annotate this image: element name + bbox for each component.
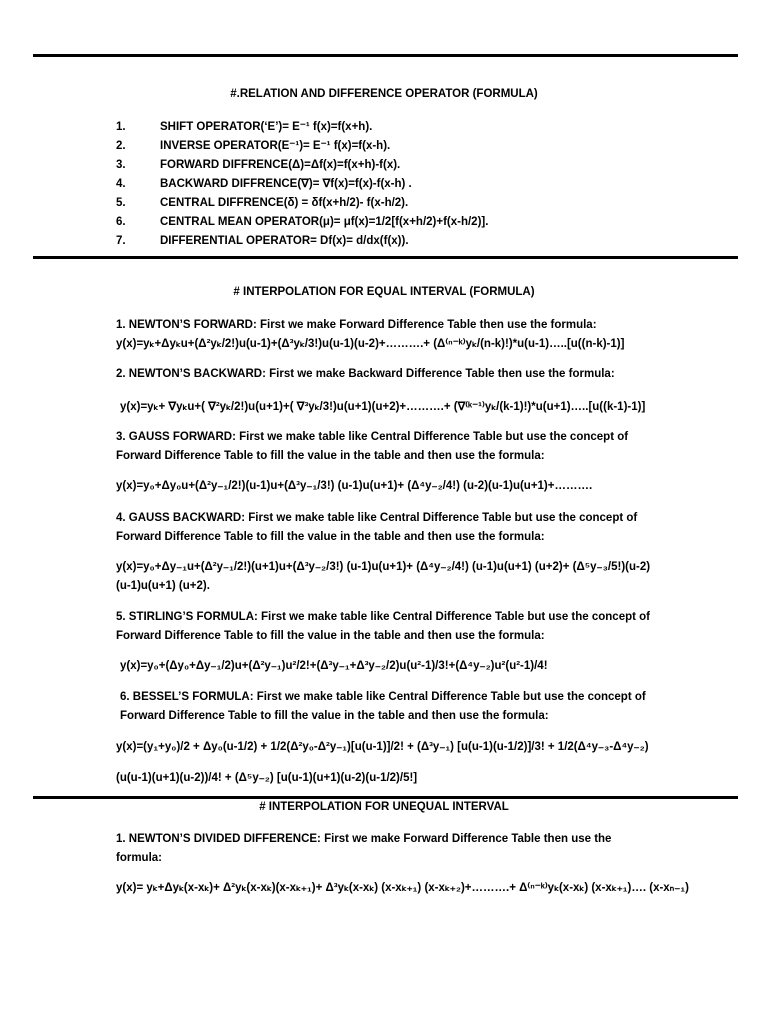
bessel-formula-line-1: y(x)=(y₁+y₀)/2 + Δy₀(u-1/2) + 1/2(Δ²y₀-Δ²y₋₁)[u(u-1)]/2! + (Δ³y₋₁) [u(u-1)(u-1/2)]/3! + 1/2(Δ⁴y₋₃-Δ⁴y₋₂) <box>116 741 649 753</box>
operator-item <box>116 175 488 194</box>
operator-item <box>116 232 488 251</box>
item-text: BACKWARD DIFFRENCE(∇)= ∇f(x)=f(x)-f(x-h) . <box>160 178 412 190</box>
item-number: 4. <box>116 178 126 190</box>
gauss-forward-formula: y(x)=y₀+Δy₀u+(Δ²y₋₁/2!)(u-1)u+(Δ³y₋₁/3!) (u-1)u(u+1)+ (Δ⁴y₋₂/4!) (u-2)(u-1)u(u+1)+………. <box>116 480 593 492</box>
operator-item <box>116 156 488 175</box>
item-text: INVERSE OPERATOR(E⁻¹)= E⁻¹ f(x)=f(x-h). <box>160 140 391 152</box>
gauss-backward-formula-line-1: y(x)=y₀+Δy₋₁u+(Δ²y₋₁/2!)(u+1)u+(Δ³y₋₂/3!) (u-1)u(u+1)+ (Δ⁴y₋₂/4!) (u-1)u(u+1) (u+2)+ (Δ⁵y₋₃/5!)(u-2) <box>116 561 651 573</box>
item-number: 6. <box>116 216 126 228</box>
newton-forward-formula: y(x)=yₖ+Δyₖu+(Δ²yₖ/2!)u(u-1)+(Δ³yₖ/3!)u(u-1)(u-2)+……….+ (Δ⁽ⁿ⁻ᵏ⁾yₖ/(n-k)!)*u(u-1)…..[u((n-k)-1)] <box>116 338 625 350</box>
section3-heading: # INTERPOLATION FOR UNEQUAL INTERVAL <box>259 801 509 813</box>
item-number: 5. <box>116 197 126 209</box>
item-number: 2. <box>116 140 126 152</box>
newton-backward-description: 2. NEWTON’S BACKWARD: First we make Backward Difference Table then use the formula: <box>116 368 615 380</box>
item-number: 3. <box>116 159 126 171</box>
bessel-description: 6. BESSEL’S FORMULA: First we make table like Central Difference Table but use the concept of Forward Difference Table to fill the value in the table and then use the formula: <box>120 691 646 722</box>
stirling-description: 5. STIRLING’S FORMULA: First we make table like Central Difference Table but use the concept of Forward Difference Table to fill the value in the table and then use the formula: <box>116 611 650 642</box>
operator-item <box>116 213 488 232</box>
operator-list <box>116 118 488 251</box>
operator-item <box>116 194 488 213</box>
gauss-forward-description: 3. GAUSS FORWARD: First we make table like Central Difference Table but use the concept of Forward Difference Table to fill the value in the table and then use the formula: <box>116 431 629 462</box>
item-number: 1. <box>116 121 126 133</box>
item-text: FORWARD DIFFRENCE(Δ)=Δf(x)=f(x+h)-f(x). <box>160 159 401 171</box>
item-text: DIFFERENTIAL OPERATOR= Df(x)= d/dx(f(x)). <box>160 235 409 247</box>
divided-difference-formula: y(x)= yₖ+Δyₖ(x-xₖ)+ Δ²yₖ(x-xₖ)(x-xₖ₊₁)+ Δ³yₖ(x-xₖ) (x-xₖ₊₁) (x-xₖ₊₂)+……….+ Δ⁽ⁿ⁻ᵏ⁾yₖ(x-xₖ) (x-xₖ₊₁)…. (x-xₙ₋₁) <box>116 882 689 894</box>
operator-item <box>116 118 488 137</box>
section-divider-1 <box>33 256 738 259</box>
top-rule <box>33 54 738 57</box>
item-text: CENTRAL MEAN OPERATOR(μ)= μf(x)=1/2[f(x+h/2)+f(x-h/2)]. <box>160 216 489 228</box>
item-text: SHIFT OPERATOR(‘E’)= E⁻¹ f(x)=f(x+h). <box>160 121 373 133</box>
stirling-formula: y(x)=y₀+(Δy₀+Δy₋₁/2)u+(Δ²y₋₁)u²/2!+(Δ³y₋₁+Δ³y₋₂/2)u(u²-1)/3!+(Δ⁴y₋₂)u²(u²-1)/4! <box>120 660 548 672</box>
newton-backward-formula: y(x)=yₖ+ ∇yₖu+( ∇²yₖ/2!)u(u+1)+( ∇³yₖ/3!)u(u+1)(u+2)+……….+ (∇⁽ᵏ⁻¹⁾yₖ/(k-1)!)*u(u+1)…..[u((k-1)-1)] <box>120 401 646 413</box>
bessel-formula-line-2: (u(u-1)(u+1)(u-2))/4! + (Δ⁵y₋₂) [u(u-1)(u+1)(u-2)(u-1/2)/5!] <box>116 772 418 784</box>
gauss-backward-description: 4. GAUSS BACKWARD: First we make table like Central Difference Table but use the concept of Forward Difference Table to fill the value in the table and then use the formula: <box>116 512 638 543</box>
newton-forward-description: 1. NEWTON’S FORWARD: First we make Forward Difference Table then use the formula: <box>116 319 597 331</box>
item-number: 7. <box>116 235 126 247</box>
divided-difference-description: 1. NEWTON’S DIVIDED DIFFERENCE: First we make Forward Difference Table then use the formula: <box>116 833 612 864</box>
item-text: CENTRAL DIFFRENCE(δ) = δf(x+h/2)- f(x-h/2). <box>160 197 409 209</box>
gauss-backward-formula-line-2: (u-1)u(u+1) (u+2). <box>116 580 210 592</box>
operator-item <box>116 137 488 156</box>
section1-heading: #.RELATION AND DIFFERENCE OPERATOR (FORMULA) <box>230 88 538 100</box>
section-divider-2 <box>33 796 738 799</box>
section2-heading: # INTERPOLATION FOR EQUAL INTERVAL (FORMULA) <box>233 286 535 298</box>
